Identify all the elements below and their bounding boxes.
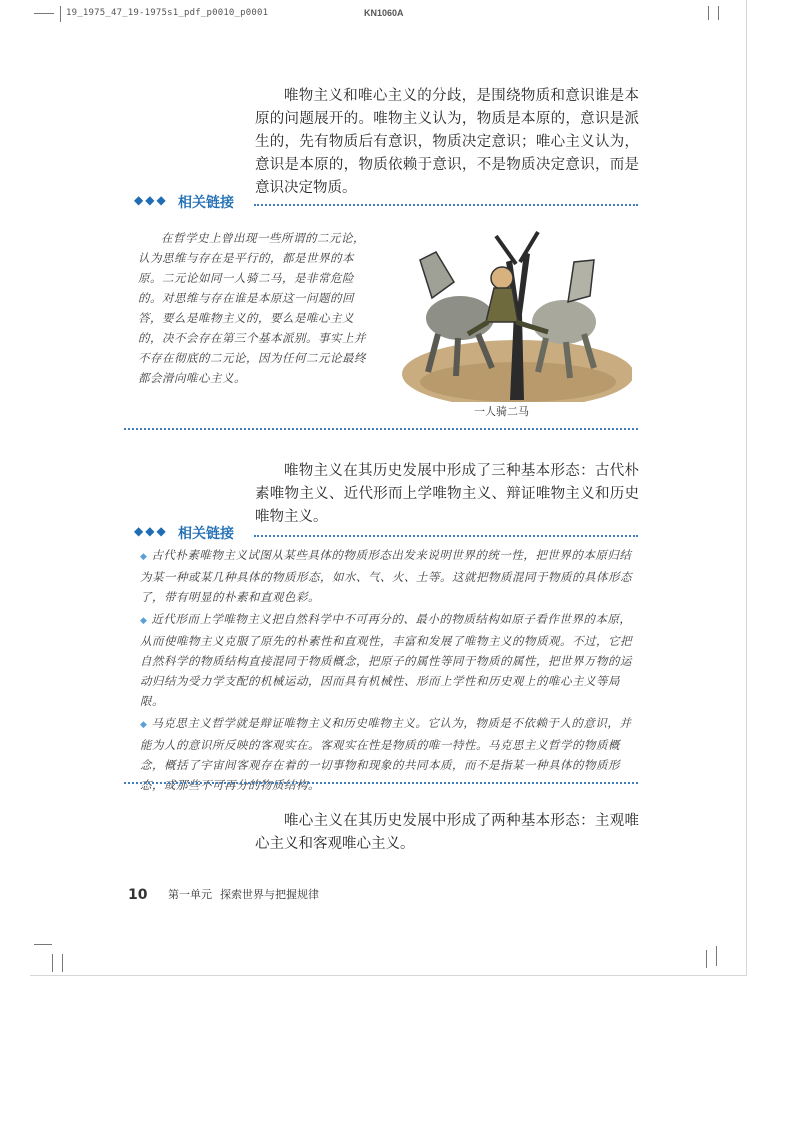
crop-mark bbox=[52, 954, 53, 972]
idealism-paragraph: 唯心主义在其历史发展中形成了两种基本形态：主观唯心主义和客观唯心主义。 bbox=[255, 813, 639, 852]
dotted-rule bbox=[254, 535, 638, 537]
dotted-rule bbox=[254, 204, 638, 206]
one-man-two-horses-illustration bbox=[398, 222, 632, 402]
note-item: ◆ 近代形而上学唯物主义把自然科学中不可再分的、最小的物质结构如原子看作世界的本原，从而使唯物主义克服了原先的朴素性和直观性，丰富和发展了唯物主义的物质观。不过，它把自然科学的物质结构直接混同于物质概念，把原子的属性等同于物质的属性，把世界万物的运动归结为受力学支配的机械运动，因而具有机械性、形而上学性和历史观上的唯心主义等局限。 bbox=[140, 612, 632, 708]
left-horse-body bbox=[426, 296, 494, 340]
crop-mark bbox=[62, 954, 63, 972]
right-horse-head bbox=[568, 260, 594, 302]
crop-mark bbox=[34, 13, 54, 14]
left-horse-head bbox=[420, 252, 454, 298]
related-link-title: 相关链接 bbox=[178, 195, 234, 211]
bullet-icon: ◆ bbox=[140, 616, 148, 626]
illustration-caption: 一人骑二马 bbox=[474, 405, 529, 418]
note-item: ◆ 古代朴素唯物主义试图从某些具体的物质形态出发来说明世界的统一性，把世界的本原归结为某一种或某几种具体的物质形态，如水、气、火、土等。这就把物质混同于物质的具体形态了，带有明显的朴素和直观色彩。 bbox=[140, 548, 632, 604]
unit-label: 第一单元 探索世界与把握规律 bbox=[168, 888, 319, 901]
scan-header bbox=[36, 8, 740, 22]
materialism-paragraph: 唯物主义在其历史发展中形成了三种基本形态：古代朴素唯物主义、近代形而上学唯物主义、辩证唯物主义和历史唯物主义。 bbox=[255, 463, 639, 525]
page-number: 10 bbox=[128, 887, 148, 903]
note-item: ◆ 马克思主义哲学就是辩证唯物主义和历史唯物主义。它认为，物质是不依赖于人的意识，并能为人的意识所反映的客观实在。客观实在性是物质的唯一特性。马克思主义哲学的物质概念，概括了宇宙间客观存在着的一切事物和现象的共同本质，而不是指某一种具体的物质形态，或那些不可再分的物质结构。 bbox=[140, 716, 632, 792]
intro-paragraph: 唯物主义和唯心主义的分歧，是围绕物质和意识谁是本原的问题展开的。唯物主义认为，物质是本原的，意识是派生的，先有物质后有意识，物质决定意识；唯心主义认为，意识是本原的，物质依赖于意识，不是物质决定意识，而是意识决定物质。 bbox=[255, 88, 639, 196]
diamond-icon: ◆◆◆ bbox=[134, 524, 168, 538]
rider-body bbox=[486, 288, 518, 322]
related-link-header bbox=[134, 523, 638, 545]
file-id: 19_1975_47_19-1975s1_pdf_p0010_p0001 bbox=[66, 8, 269, 18]
scan-code: KN1060A bbox=[364, 8, 404, 18]
rider-head bbox=[491, 267, 513, 289]
page-footer bbox=[128, 884, 319, 903]
dualism-note: 在哲学史上曾出现一些所谓的二元论，认为思维与存在是平行的，都是世界的本原。二元论如同一人骑二马，是非常危险的。对思维与存在谁是本原这一问题的回答，要么是唯物主义的，要么是唯心主义的，决不会存在第三个基本派别。事实上并不存在彻底的二元论，因为任何二元论最终都会滑向唯心主义。 bbox=[138, 231, 366, 385]
crop-mark bbox=[706, 950, 707, 968]
dotted-separator bbox=[124, 782, 638, 784]
bullet-icon: ◆ bbox=[140, 552, 148, 562]
bullet-icon: ◆ bbox=[140, 720, 148, 730]
dotted-separator bbox=[124, 428, 638, 430]
diamond-icon: ◆◆◆ bbox=[134, 193, 168, 207]
related-link-title: 相关链接 bbox=[178, 526, 234, 542]
crop-mark bbox=[34, 944, 52, 945]
crop-mark bbox=[716, 946, 717, 966]
crop-mark bbox=[60, 6, 61, 22]
related-link-header bbox=[134, 192, 638, 214]
crop-mark bbox=[708, 6, 709, 20]
materialism-forms-notes bbox=[140, 545, 636, 795]
crop-mark bbox=[718, 6, 719, 20]
